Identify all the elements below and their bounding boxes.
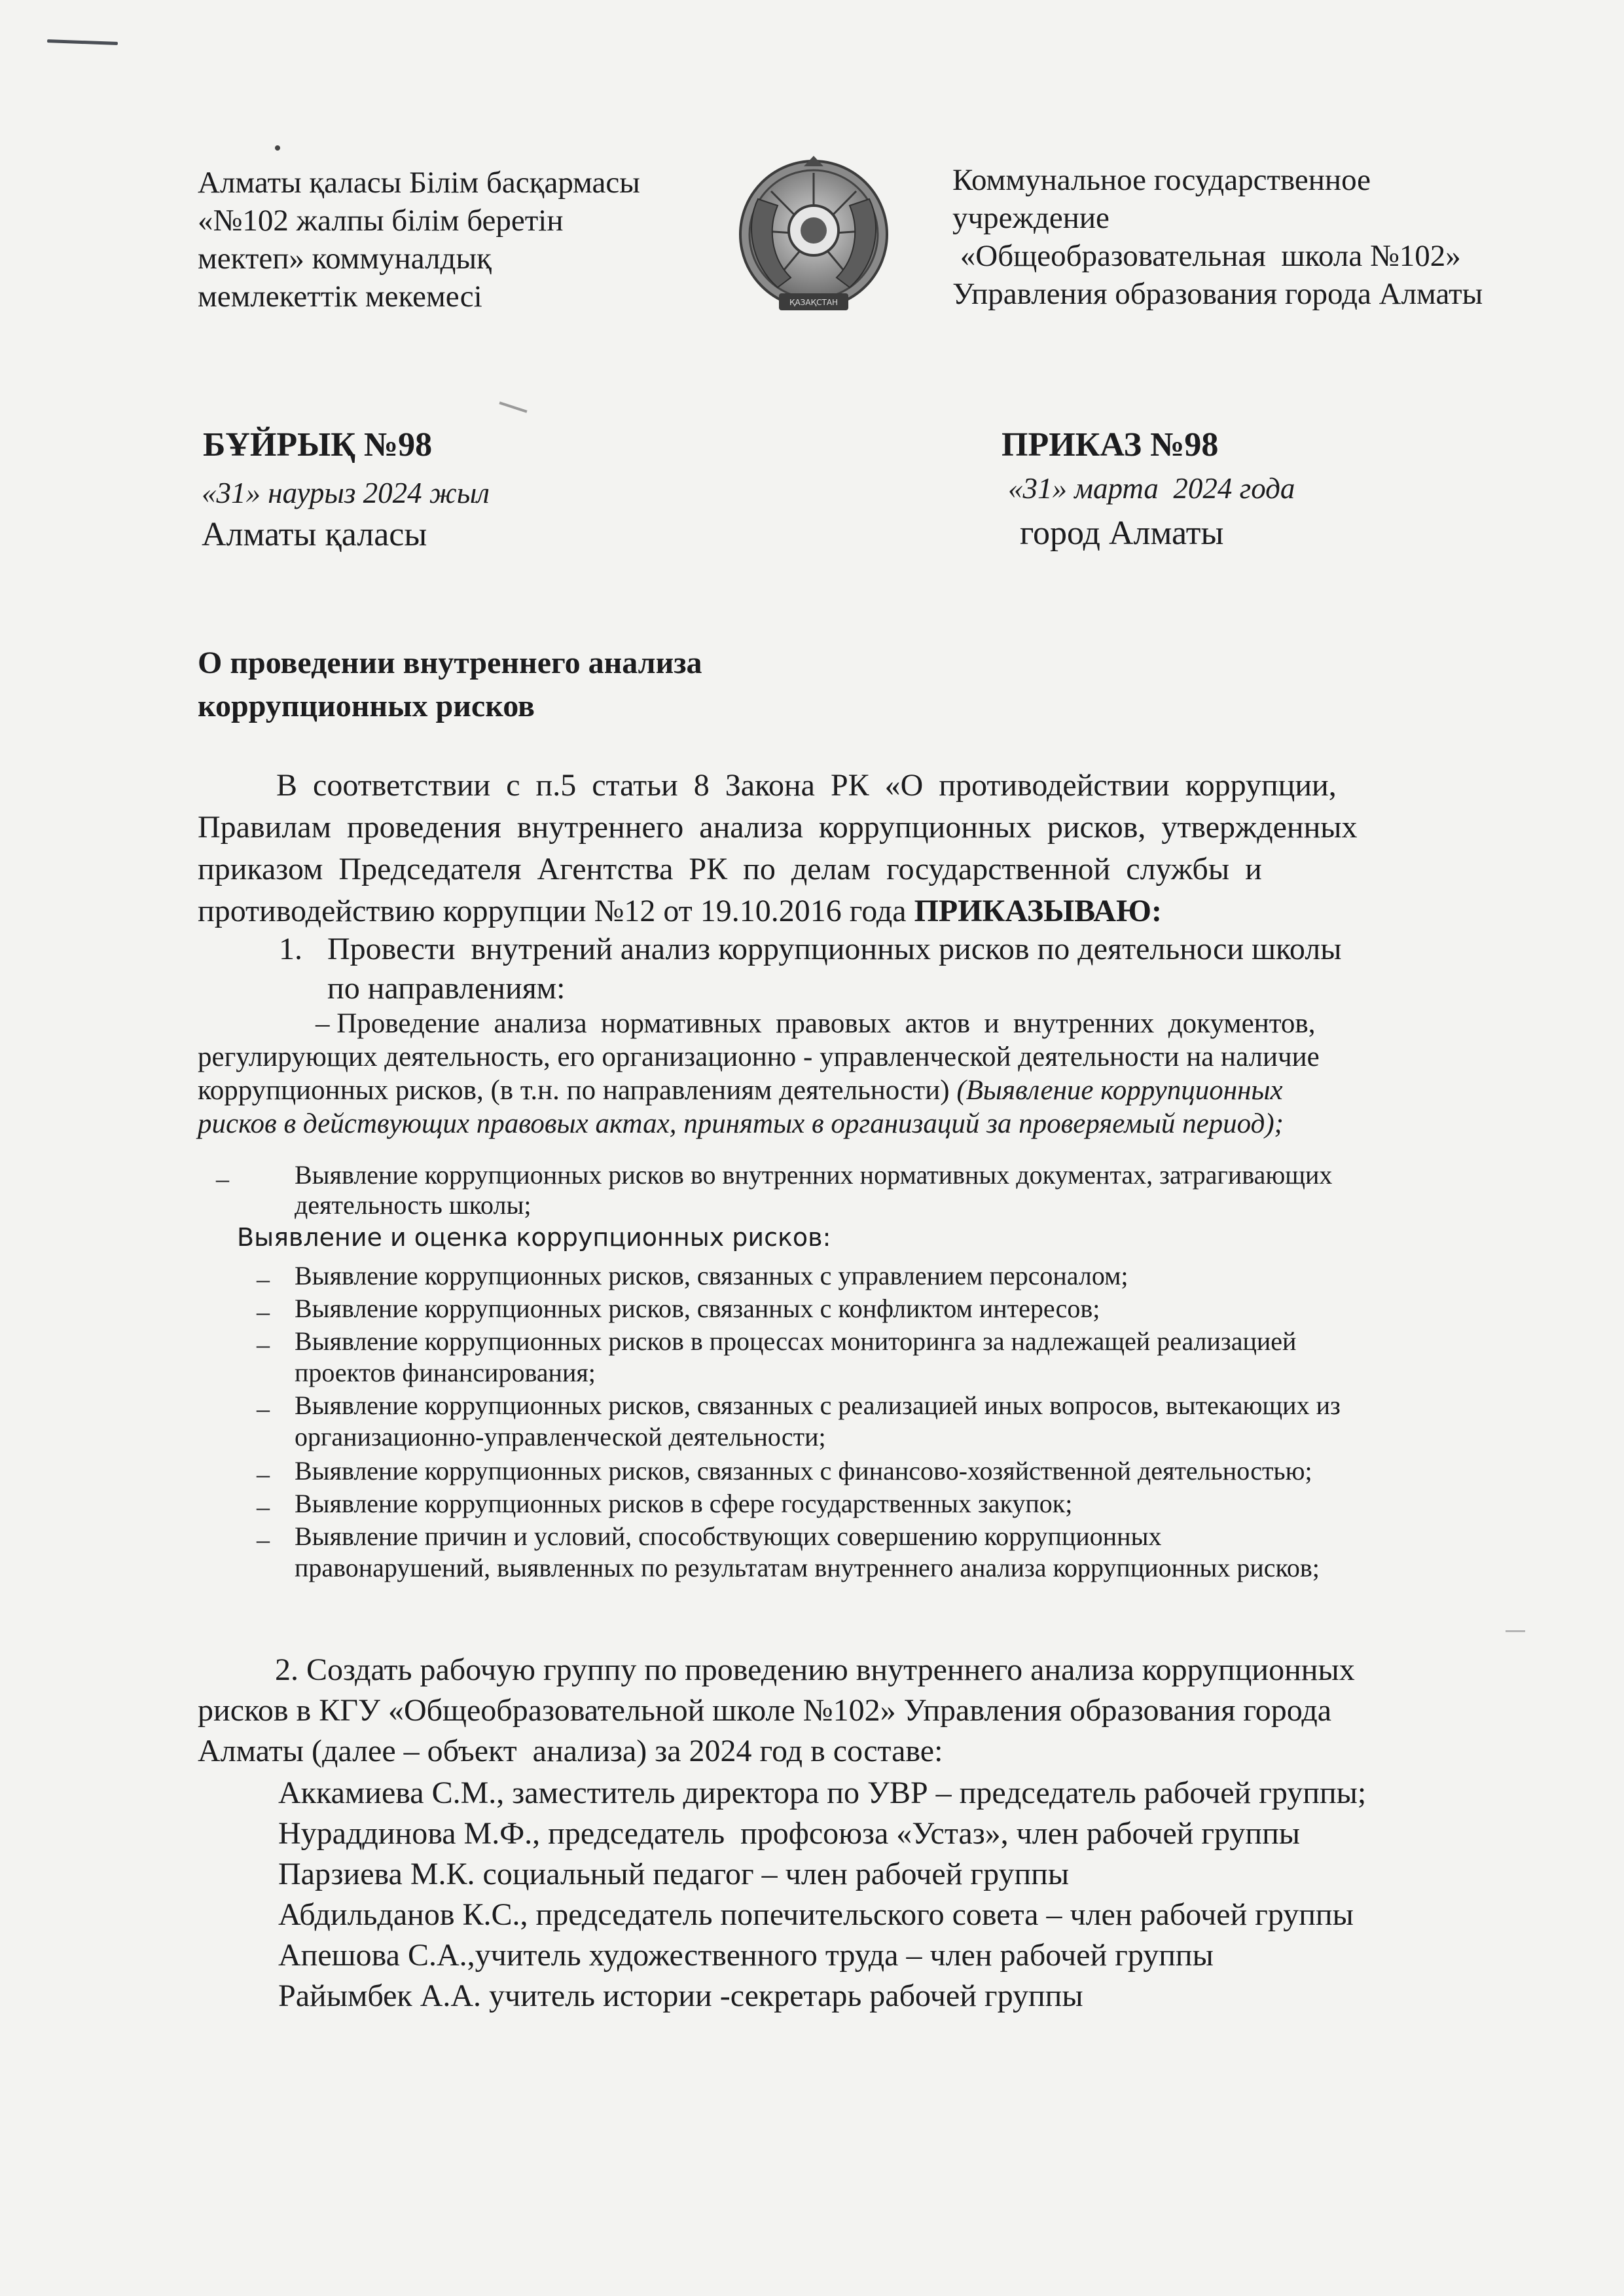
order-ru-city: город Алматы bbox=[1020, 515, 1224, 552]
working-group-member: Парзиева М.К. социальный педагог – член рабочей группы bbox=[278, 1857, 1070, 1891]
bullet-line: Выявление коррупционных рисков, связанных с финансово-хозяйственной деятельностью; bbox=[295, 1456, 1312, 1485]
item2-line: Алматы (далее – объект анализа) за 2024 год в составе: bbox=[198, 1734, 943, 1768]
subject-line: коррупционных рисков bbox=[198, 689, 535, 723]
item1-sub-line: Проведение анализа нормативных правовых актов и внутренних документов, bbox=[336, 1008, 1316, 1039]
bullet-line: правонарушений, выявленных по результатам внутреннего анализа коррупционных рисков; bbox=[295, 1553, 1320, 1582]
bullet-line: организационно-управленческой деятельности; bbox=[295, 1422, 826, 1451]
item1-subparagraph bbox=[198, 1007, 1526, 1140]
working-group-member: Апешова С.А.,учитель художественного труда – член рабочей группы bbox=[278, 1938, 1214, 1973]
header-ru-line: «Общеобразовательная школа №102» bbox=[952, 239, 1461, 273]
bullet-dash: – bbox=[216, 1164, 229, 1194]
working-group-member: Райымбек А.А. учитель истории -секретарь рабочей группы bbox=[278, 1978, 1083, 2013]
order-ru-title: ПРИКАЗ №98 bbox=[1001, 426, 1219, 464]
bullet-dash: – bbox=[257, 1525, 270, 1554]
bullet-line: Выявление коррупционных рисков, связанных с реализацией иных вопросов, вытекающих из bbox=[295, 1391, 1341, 1420]
item2-line: 2. Создать рабочую группу по проведению внутреннего анализа коррупционных bbox=[275, 1652, 1355, 1687]
bullet-line: Выявление коррупционных рисков в процессах мониторинга за надлежащей реализацией bbox=[295, 1326, 1297, 1356]
preamble-line: В соответствии с п.5 статьи 8 Закона РК «О противодействии коррупции, bbox=[276, 768, 1337, 803]
item1-sub-third-line bbox=[198, 1074, 1526, 1107]
header-ru-organization bbox=[952, 161, 1594, 313]
item1-sub-italic: рисков в действующих правовых актах, принятых в организаций за проверяемый период); bbox=[198, 1108, 1284, 1139]
header-kz-line: «№102 жалпы білім беретін bbox=[198, 204, 564, 238]
header-kz-line: мектеп» коммуналдық bbox=[198, 242, 492, 276]
header-kz-organization bbox=[198, 164, 721, 316]
order-command: ПРИКАЗЫВАЮ: bbox=[914, 894, 1162, 928]
order-subject bbox=[198, 642, 702, 728]
bullet-line: Выявление коррупционных рисков во внутренних нормативных документах, затрагивающих bbox=[295, 1160, 1333, 1190]
item1-sub-line: регулирующих деятельность, его организационно - управленческой деятельности на наличие bbox=[198, 1042, 1320, 1072]
order-kz-title: БҰЙРЫҚ №98 bbox=[203, 426, 433, 464]
item1-sub-first-line bbox=[198, 1007, 1526, 1040]
preamble-last-line bbox=[198, 890, 1520, 932]
working-group-member: Абдильданов К.С., председатель попечительского совета – член рабочей группы bbox=[278, 1897, 1354, 1932]
emblem-inscription: ҚАЗАҚСТАН bbox=[789, 298, 839, 307]
working-group-member: Аккамиева С.М., заместитель директора по УВР – председатель рабочей группы; bbox=[278, 1776, 1367, 1810]
preamble-line: Правилам проведения внутреннего анализа коррупционных рисков, утвержденных bbox=[198, 810, 1358, 845]
header-kz-line: мемлекеттік мекемесі bbox=[198, 280, 482, 314]
bullet-line: Выявление коррупционных рисков, связанных с конфликтом интересов; bbox=[295, 1294, 1100, 1323]
bullet-dash: – bbox=[257, 1264, 270, 1294]
scan-artifact bbox=[499, 401, 527, 412]
kazakhstan-state-emblem-icon bbox=[732, 153, 895, 326]
item1-line: Провести внутрений анализ коррупционных рисков по деятельноси школы bbox=[327, 932, 1342, 966]
bullet-line: Выявление причин и условий, способствующих совершению коррупционных bbox=[295, 1522, 1162, 1551]
item1-sub-italic: (Выявление коррупционных bbox=[956, 1075, 1283, 1106]
scan-artifact bbox=[275, 145, 280, 151]
item2-paragraph bbox=[198, 1650, 1355, 1772]
bullet-dash: – bbox=[257, 1394, 270, 1423]
bullet-line: Выявление коррупционных рисков в сфере государственных закупок; bbox=[295, 1489, 1073, 1518]
item1-sub-dash: – bbox=[316, 1008, 330, 1039]
bullet-line: деятельность школы; bbox=[295, 1190, 532, 1220]
working-group-member: Нураддинова М.Ф., председатель профсоюза «Устаз», член рабочей группы bbox=[278, 1816, 1301, 1851]
scan-artifact bbox=[47, 39, 118, 45]
order-kz-date: «31» наурыз 2024 жыл bbox=[202, 477, 490, 509]
header-ru-line: Управления образования города Алматы bbox=[952, 277, 1483, 311]
preamble bbox=[198, 765, 1520, 932]
item1-number: 1. bbox=[279, 932, 302, 966]
order-kz-city: Алматы қаласы bbox=[202, 516, 427, 553]
bullet-dash: – bbox=[257, 1459, 270, 1489]
header-ru-line: Коммунальное государственное bbox=[952, 163, 1371, 197]
item1-line: по направлениям: bbox=[327, 971, 566, 1006]
item2-line: рисков в КГУ «Общеобразовательной школе №102» Управления образования города bbox=[198, 1693, 1332, 1728]
item1-sub-line: коррупционных рисков, (в т.н. по направлениям деятельности) bbox=[198, 1075, 950, 1106]
bullet-line: Выявление коррупционных рисков, связанных с управлением персоналом; bbox=[295, 1261, 1128, 1290]
section-heading: Выявление и оценка коррупционных рисков: bbox=[237, 1223, 831, 1252]
bullet-dash: – bbox=[257, 1297, 270, 1326]
preamble-line: противодействию коррупции №12 от 19.10.2016 года bbox=[198, 894, 907, 928]
order-ru-date: «31» марта 2024 года bbox=[1008, 472, 1295, 505]
scan-artifact bbox=[1506, 1630, 1525, 1632]
bullet-dash: – bbox=[257, 1492, 270, 1522]
header-ru-line: учреждение bbox=[952, 201, 1110, 235]
subject-line: О проведении внутреннего анализа bbox=[198, 646, 702, 680]
header-kz-line: Алматы қаласы Білім басқармасы bbox=[198, 166, 640, 200]
preamble-line: приказом Председателя Агентства РК по делам государственной службы и bbox=[198, 852, 1262, 886]
bullet-line: проектов финансирования; bbox=[295, 1358, 596, 1387]
bullet-dash: – bbox=[257, 1330, 270, 1359]
